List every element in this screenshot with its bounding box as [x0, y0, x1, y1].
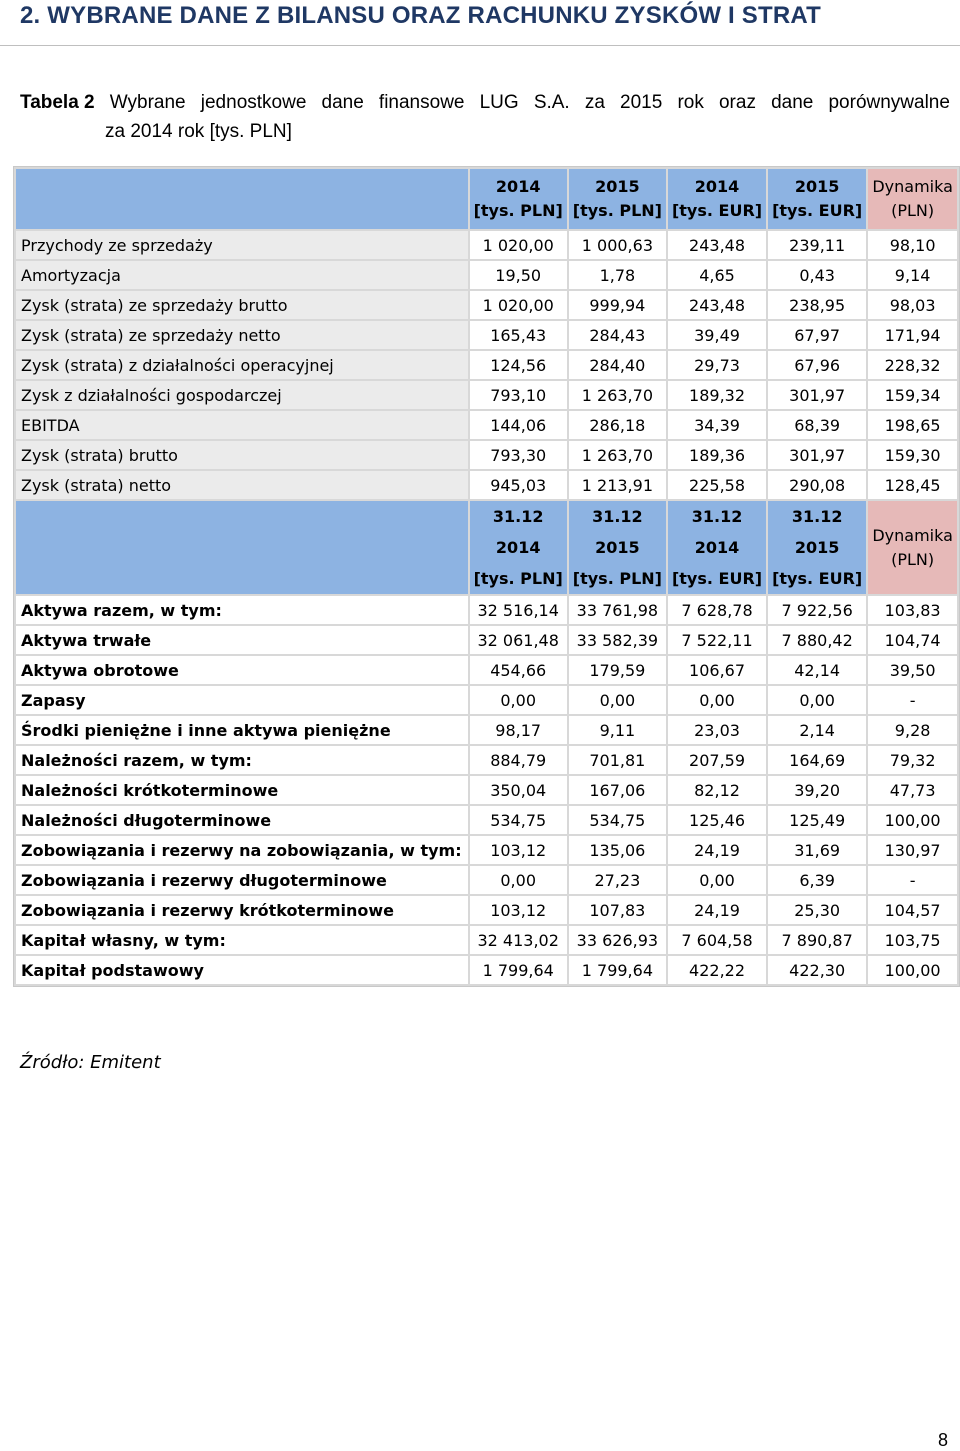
caption-word: finansowe	[378, 92, 465, 113]
table-row	[16, 596, 957, 624]
value-cell: 0,00	[668, 686, 766, 714]
value-cell: 7 522,11	[668, 626, 766, 654]
row-label: Przychody ze sprzedaży	[16, 231, 468, 259]
value-cell: 0,00	[768, 686, 866, 714]
value-cell: 165,43	[470, 321, 567, 349]
dynamics-cell: 198,65	[868, 411, 957, 439]
dynamics-cell: -	[868, 686, 957, 714]
dynamics-cell: 79,32	[868, 746, 957, 774]
value-cell: 6,39	[768, 866, 866, 894]
value-cell: 103,12	[470, 836, 567, 864]
value-cell: 284,43	[569, 321, 666, 349]
caption-word: dane	[771, 92, 814, 113]
balance-sheet-section	[16, 501, 957, 984]
value-cell: 239,11	[768, 231, 866, 259]
value-cell: 7 890,87	[768, 926, 866, 954]
value-cell: 225,58	[668, 471, 766, 499]
column-header-unit: [tys. EUR]	[671, 569, 763, 588]
column-header-year: 2015	[794, 177, 840, 196]
caption-label: Tabela 2	[20, 92, 95, 113]
table-row	[16, 926, 957, 954]
dynamics-cell: 104,74	[868, 626, 957, 654]
value-cell: 7 628,78	[668, 596, 766, 624]
dynamics-header-title: Dynamika	[872, 525, 953, 545]
table-row	[16, 896, 957, 924]
value-cell: 0,00	[470, 686, 567, 714]
header-blank-cell	[16, 169, 468, 229]
value-cell: 124,56	[470, 351, 567, 379]
value-cell: 42,14	[768, 656, 866, 684]
column-header-unit: [tys. PLN]	[473, 201, 563, 220]
table-row	[16, 411, 957, 439]
value-cell: 32 413,02	[470, 926, 567, 954]
caption-word: LUG	[479, 92, 519, 113]
dynamics-cell: 128,45	[868, 471, 957, 499]
balance-header-row	[16, 501, 957, 594]
value-cell: 34,39	[668, 411, 766, 439]
dynamics-cell: 130,97	[868, 836, 957, 864]
value-cell: 999,94	[569, 291, 666, 319]
row-label: Zobowiązania i rezerwy długoterminowe	[16, 866, 468, 894]
value-cell: 103,12	[470, 896, 567, 924]
value-cell: 1 799,64	[569, 956, 666, 984]
value-cell: 106,67	[668, 656, 766, 684]
value-cell: 24,19	[668, 836, 766, 864]
value-cell: 144,06	[470, 411, 567, 439]
row-label: Należności krótkoterminowe	[16, 776, 468, 804]
value-cell: 350,04	[470, 776, 567, 804]
caption-line-1	[20, 88, 950, 117]
caption-word: porównywalne	[828, 92, 950, 113]
value-cell: 179,59	[569, 656, 666, 684]
value-cell: 167,06	[569, 776, 666, 804]
dynamics-cell: 9,28	[868, 716, 957, 744]
value-cell: 7 880,42	[768, 626, 866, 654]
value-cell: 98,17	[470, 716, 567, 744]
value-cell: 1 213,91	[569, 471, 666, 499]
income-header-row	[16, 169, 957, 229]
value-cell: 27,23	[569, 866, 666, 894]
dynamics-cell: 100,00	[868, 956, 957, 984]
caption-word: rok	[677, 92, 704, 113]
table-row	[16, 956, 957, 984]
value-cell: 32 061,48	[470, 626, 567, 654]
row-label: Aktywa razem, w tym:	[16, 596, 468, 624]
value-cell: 701,81	[569, 746, 666, 774]
value-cell: 39,20	[768, 776, 866, 804]
value-cell: 67,96	[768, 351, 866, 379]
value-cell: 1 020,00	[470, 291, 567, 319]
caption-word: S.A.	[533, 92, 570, 113]
row-label: Aktywa obrotowe	[16, 656, 468, 684]
row-label: Zysk (strata) ze sprzedaży brutto	[16, 291, 468, 319]
column-header	[668, 169, 766, 229]
row-label: Zysk z działalności gospodarczej	[16, 381, 468, 409]
row-label: Zobowiązania i rezerwy na zobowiązania, w tym:	[16, 836, 468, 864]
row-label: Kapitał własny, w tym:	[16, 926, 468, 954]
row-label: Zysk (strata) ze sprzedaży netto	[16, 321, 468, 349]
value-cell: 7 604,58	[668, 926, 766, 954]
column-header-date: 31.12	[791, 507, 843, 526]
dynamics-cell: 159,30	[868, 441, 957, 469]
value-cell: 422,22	[668, 956, 766, 984]
caption-word: Wybrane	[109, 92, 186, 113]
table-row	[16, 746, 957, 774]
value-cell: 67,97	[768, 321, 866, 349]
table-row	[16, 381, 957, 409]
column-header-unit: [tys. EUR]	[772, 201, 863, 220]
column-header-year: 2015	[595, 177, 640, 196]
column-header-unit: [tys. PLN]	[572, 569, 662, 588]
dynamics-cell: 228,32	[868, 351, 957, 379]
value-cell: 33 626,93	[569, 926, 666, 954]
dynamics-cell: 159,34	[868, 381, 957, 409]
source-note: Źródło: Emitent	[20, 1052, 161, 1073]
column-header-unit: [tys. EUR]	[772, 569, 863, 588]
table-row	[16, 866, 957, 894]
column-header	[668, 501, 766, 594]
value-cell: 189,32	[668, 381, 766, 409]
row-label: Zobowiązania i rezerwy krótkoterminowe	[16, 896, 468, 924]
table-row	[16, 351, 957, 379]
row-label: Należności długoterminowe	[16, 806, 468, 834]
value-cell: 1,78	[569, 261, 666, 289]
table-row	[16, 776, 957, 804]
dynamics-header	[868, 501, 957, 594]
value-cell: 0,00	[470, 866, 567, 894]
column-header	[569, 501, 666, 594]
column-header-year: 2014	[694, 538, 740, 557]
value-cell: 301,97	[768, 381, 866, 409]
column-header-date: 31.12	[691, 507, 743, 526]
column-header-date: 31.12	[492, 507, 544, 526]
value-cell: 9,11	[569, 716, 666, 744]
table-row	[16, 231, 957, 259]
dynamics-cell: 103,83	[868, 596, 957, 624]
value-cell: 301,97	[768, 441, 866, 469]
row-label: Kapitał podstawowy	[16, 956, 468, 984]
value-cell: 286,18	[569, 411, 666, 439]
dynamics-header-unit: (PLN)	[891, 201, 935, 220]
row-label: Zysk (strata) netto	[16, 471, 468, 499]
value-cell: 125,49	[768, 806, 866, 834]
row-label: Aktywa trwałe	[16, 626, 468, 654]
table-row	[16, 441, 957, 469]
value-cell: 31,69	[768, 836, 866, 864]
dynamics-cell: 103,75	[868, 926, 957, 954]
value-cell: 207,59	[668, 746, 766, 774]
column-header-unit: [tys. PLN]	[473, 569, 563, 588]
table-row	[16, 806, 957, 834]
value-cell: 243,48	[668, 291, 766, 319]
column-header-year: 2014	[495, 538, 541, 557]
column-header	[470, 501, 567, 594]
table-row	[16, 836, 957, 864]
value-cell: 68,39	[768, 411, 866, 439]
table-row	[16, 471, 957, 499]
value-cell: 33 761,98	[569, 596, 666, 624]
caption-word: 2015	[620, 92, 663, 113]
value-cell: 33 582,39	[569, 626, 666, 654]
value-cell: 1 799,64	[470, 956, 567, 984]
dynamics-cell: 104,57	[868, 896, 957, 924]
dynamics-header-unit: (PLN)	[891, 549, 935, 569]
caption-word: oraz	[718, 92, 756, 113]
value-cell: 1 263,70	[569, 441, 666, 469]
value-cell: 135,06	[569, 836, 666, 864]
table-row	[16, 716, 957, 744]
value-cell: 238,95	[768, 291, 866, 319]
value-cell: 290,08	[768, 471, 866, 499]
dynamics-cell: 171,94	[868, 321, 957, 349]
caption-word: za	[584, 92, 605, 113]
value-cell: 422,30	[768, 956, 866, 984]
table-row	[16, 626, 957, 654]
caption-word: dane	[321, 92, 364, 113]
column-header-year: 2014	[694, 177, 740, 196]
value-cell: 32 516,14	[470, 596, 567, 624]
value-cell: 29,73	[668, 351, 766, 379]
column-header-unit: [tys. PLN]	[572, 201, 662, 220]
header-blank-cell	[16, 501, 468, 594]
dynamics-cell: 98,10	[868, 231, 957, 259]
dynamics-cell: 39,50	[868, 656, 957, 684]
column-header	[768, 169, 866, 229]
column-header	[470, 169, 567, 229]
value-cell: 1 263,70	[569, 381, 666, 409]
caption-word: jednostkowe	[200, 92, 307, 113]
row-label: Amortyzacja	[16, 261, 468, 289]
dynamics-cell: 9,14	[868, 261, 957, 289]
value-cell: 1 020,00	[470, 231, 567, 259]
value-cell: 534,75	[470, 806, 567, 834]
value-cell: 164,69	[768, 746, 866, 774]
section-heading: 2. WYBRANE DANE Z BILANSU ORAZ RACHUNKU ZYSKÓW I STRAT	[20, 2, 822, 29]
row-label: Zysk (strata) z działalności operacyjnej	[16, 351, 468, 379]
column-header-date: 31.12	[592, 507, 643, 526]
column-header	[768, 501, 866, 594]
table-caption	[20, 88, 950, 146]
value-cell: 284,40	[569, 351, 666, 379]
table-row	[16, 656, 957, 684]
value-cell: 243,48	[668, 231, 766, 259]
value-cell: 0,43	[768, 261, 866, 289]
value-cell: 189,36	[668, 441, 766, 469]
value-cell: 1 000,63	[569, 231, 666, 259]
row-label: Należności razem, w tym:	[16, 746, 468, 774]
dynamics-cell: 100,00	[868, 806, 957, 834]
column-header-unit: [tys. EUR]	[671, 201, 763, 220]
dynamics-header	[868, 169, 957, 229]
table-row	[16, 321, 957, 349]
heading-divider	[0, 45, 960, 46]
page-number: 8	[937, 1430, 948, 1450]
value-cell: 793,30	[470, 441, 567, 469]
dynamics-cell: -	[868, 866, 957, 894]
column-header	[569, 169, 666, 229]
income-statement-section	[16, 169, 957, 499]
row-label: Środki pieniężne i inne aktywa pieniężne	[16, 716, 468, 744]
caption-line-2: za 2014 rok [tys. PLN]	[105, 121, 292, 142]
value-cell: 0,00	[668, 866, 766, 894]
value-cell: 454,66	[470, 656, 567, 684]
value-cell: 793,10	[470, 381, 567, 409]
row-label: EBITDA	[16, 411, 468, 439]
value-cell: 19,50	[470, 261, 567, 289]
dynamics-header-title: Dynamika	[872, 177, 953, 196]
value-cell: 7 922,56	[768, 596, 866, 624]
value-cell: 39,49	[668, 321, 766, 349]
value-cell: 4,65	[668, 261, 766, 289]
row-label: Zysk (strata) brutto	[16, 441, 468, 469]
financial-data-table	[13, 166, 960, 987]
dynamics-cell: 98,03	[868, 291, 957, 319]
column-header-year: 2015	[595, 538, 640, 557]
value-cell: 534,75	[569, 806, 666, 834]
column-header-year: 2015	[794, 538, 840, 557]
value-cell: 82,12	[668, 776, 766, 804]
value-cell: 25,30	[768, 896, 866, 924]
value-cell: 23,03	[668, 716, 766, 744]
dynamics-cell: 47,73	[868, 776, 957, 804]
value-cell: 24,19	[668, 896, 766, 924]
value-cell: 884,79	[470, 746, 567, 774]
value-cell: 945,03	[470, 471, 567, 499]
column-header-year: 2014	[495, 177, 541, 196]
value-cell: 125,46	[668, 806, 766, 834]
table-row	[16, 261, 957, 289]
table-row	[16, 291, 957, 319]
value-cell: 107,83	[569, 896, 666, 924]
value-cell: 0,00	[569, 686, 666, 714]
table-row	[16, 686, 957, 714]
value-cell: 2,14	[768, 716, 866, 744]
row-label: Zapasy	[16, 686, 468, 714]
